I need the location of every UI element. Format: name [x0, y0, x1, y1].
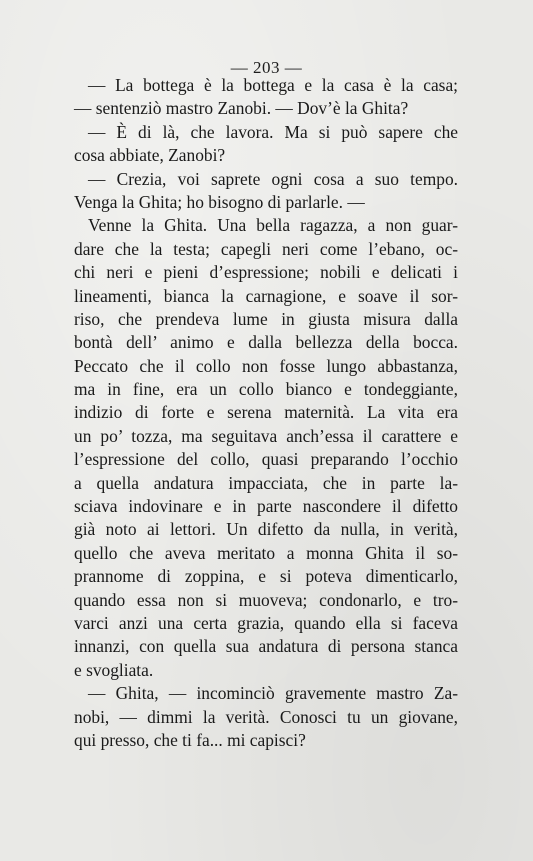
text-line: quando essa non si muoveva; condonarlo, e tro-	[74, 589, 458, 610]
text-line: chi neri e pieni d’espressione; nobili e delicati i	[74, 262, 458, 283]
text-line: e svogliata.	[74, 659, 154, 680]
text-line: cosa abbiate, Zanobi?	[74, 145, 226, 166]
text-line: — È di là, che lavora. Ma si può sapere che	[88, 121, 458, 142]
text-line: Venne la Ghita. Una bella ragazza, a non guar-	[88, 215, 458, 236]
text-line: a quella andatura impacciata, che in parte la-	[74, 472, 458, 493]
text-line: — La bottega è la bottega e la casa è la casa;	[88, 75, 458, 95]
text-line: prannome di zoppina, e si poteva dimenticarlo,	[74, 566, 458, 587]
text-line: un po’ tozza, ma seguitava anch’essa il carattere e	[74, 425, 458, 446]
page-number: — 203 —	[230, 58, 303, 77]
text-line: innanzi, con quella sua andatura di persona stanca	[74, 636, 458, 657]
text-line: nobi, — dimmi la verità. Conosci tu un giovane,	[74, 706, 458, 727]
text-line: ma in fine, era un collo bianco e tondeggiante,	[74, 379, 458, 400]
body-text	[74, 74, 458, 752]
text-line: indizio di forte e serena maternità. La vita era	[74, 402, 458, 423]
text-line: Peccato che il collo non fosse lungo abbastanza,	[74, 355, 458, 376]
text-line: riso, che prendeva lume in giusta misura dalla	[74, 308, 458, 329]
text-line: sciava indovinare e in parte nascondere il difetto	[74, 496, 458, 517]
text-line: — Ghita, — incominciò gravemente mastro Za-	[88, 683, 458, 704]
text-line: già noto ai lettori. Un difetto da nulla, in verità,	[74, 519, 458, 540]
text-line: qui presso, che ti fa... mi capisci?	[74, 729, 306, 750]
text-line: varci anzi una certa grazia, quando ella si faceva	[74, 612, 458, 633]
text-line: bontà dell’ animo e dalla bellezza della bocca.	[74, 332, 458, 353]
text-line: quello che aveva meritato a monna Ghita il so-	[74, 542, 458, 563]
text-line: — sentenziò mastro Zanobi. — Dov’è la Ghita?	[74, 98, 409, 119]
text-line: dare che la testa; capegli neri come l’ebano, oc-	[74, 238, 458, 259]
text-line: l’espressione del collo, quasi preparando l’occhio	[74, 449, 458, 470]
text-line: lineamenti, bianca la carnagione, e soave il sor-	[74, 285, 458, 306]
text-line: Venga la Ghita; ho bisogno di parlarle. —	[74, 191, 365, 212]
text-line: — Crezia, voi saprete ogni cosa a suo tempo.	[88, 168, 458, 189]
